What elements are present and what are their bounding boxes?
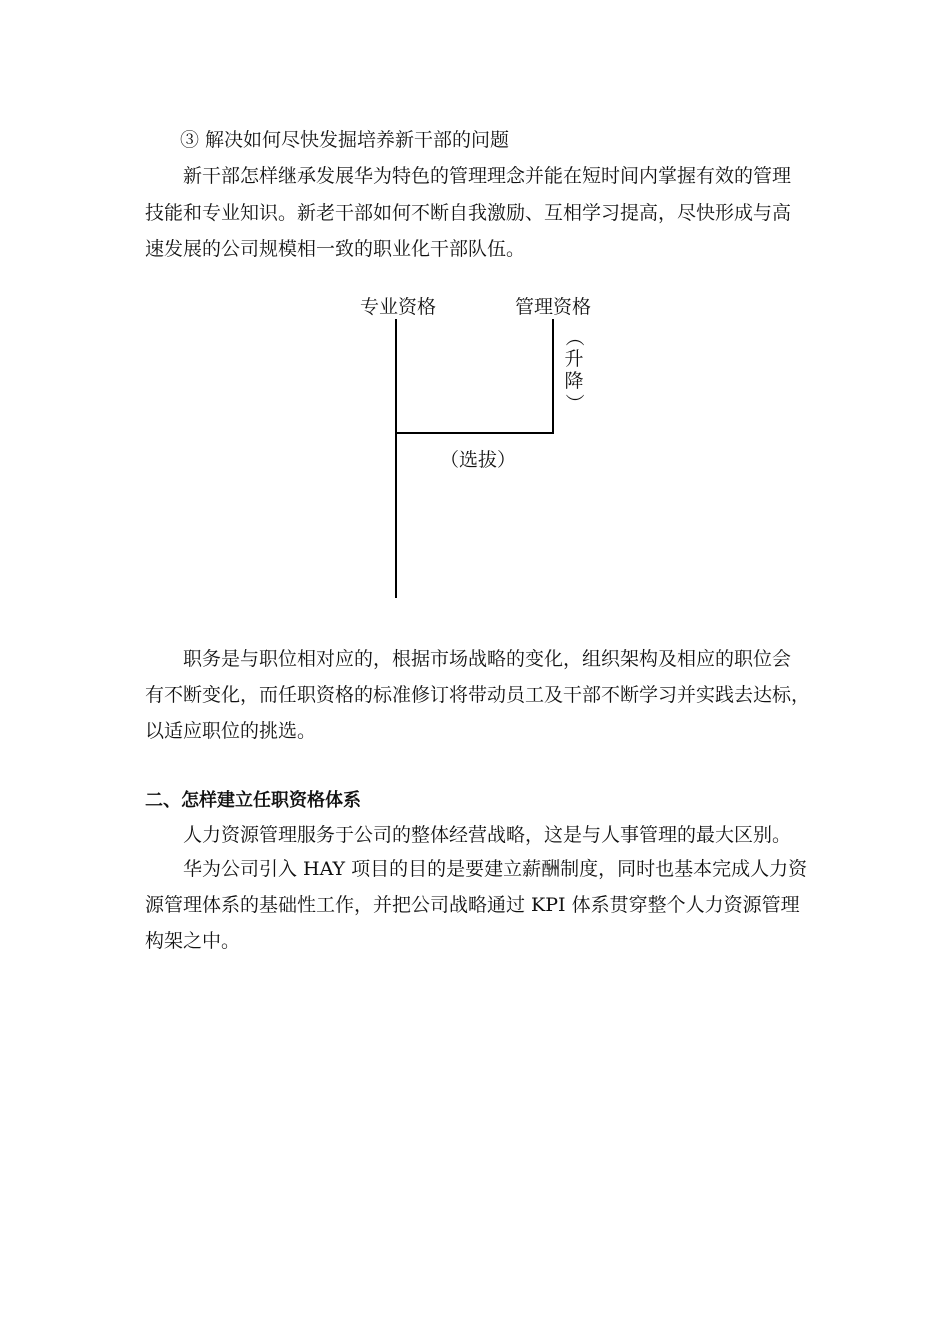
open-paren: （ — [563, 327, 585, 347]
paragraph-line: 职务是与职位相对应的，根据市场战略的变化，组织架构及相应的职位会 — [183, 648, 792, 670]
item-heading: ③ 解决如何尽快发掘培养新干部的问题 — [180, 129, 510, 151]
char-rise: 升 — [564, 348, 584, 370]
paragraph-line: 构架之中。 — [145, 930, 241, 952]
paragraph-line: 源管理体系的基础性工作，并把公司战略通过 KPI 体系贯穿整个人力资源管理 — [145, 894, 800, 916]
paragraph-line: 人力资源管理服务于公司的整体经营战略，这是与人事管理的最大区别。 — [183, 824, 792, 846]
selection-connector-line — [395, 432, 554, 434]
close-paren: ） — [563, 393, 585, 413]
char-fall: 降 — [564, 370, 584, 392]
paragraph-line: 以适应职位的挑选。 — [145, 720, 317, 742]
paragraph-line: 技能和专业知识。新老干部如何不断自我激励、互相学习提高，尽快形成与高 — [145, 202, 792, 224]
selection-label: （选拔） — [440, 449, 517, 471]
management-qualification-label: 管理资格 — [515, 296, 592, 318]
paragraph-line: 速发展的公司规模相一致的职业化干部队伍。 — [145, 238, 526, 260]
section-title: 二、怎样建立任职资格体系 — [145, 790, 361, 811]
professional-qualification-label: 专业资格 — [360, 296, 437, 318]
paragraph-line: 有不断变化，而任职资格的标准修订将带动员工及干部不断学习并实践去达标， — [145, 684, 811, 706]
professional-track-line — [395, 319, 397, 598]
management-track-line — [552, 319, 554, 434]
paragraph-line: 新干部怎样继承发展华为特色的管理理念并能在短时间内掌握有效的管理 — [183, 165, 792, 187]
paragraph-line: 华为公司引入 HAY 项目的目的是要建立薪酬制度，同时也基本完成人力资 — [183, 858, 808, 880]
promotion-demotion-label — [562, 326, 586, 414]
